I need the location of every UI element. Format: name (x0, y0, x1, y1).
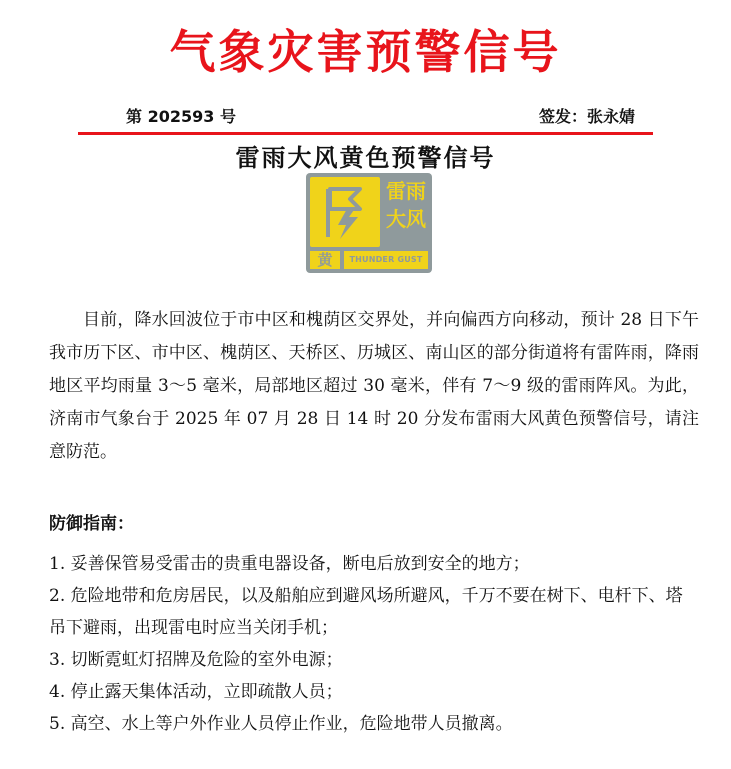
warning-body-paragraph: 目前，降水回波位于市中区和槐荫区交界处，并向偏西方向移动，预计 28 日下午我市历下区、市中区、槐荫区、天桥区、历城区、南山区的部分街道将有雷阵雨，降雨地区平均雨量 3～5 毫米，局部地区超过 30 毫米，伴有 7～9 级的雷雨阵风。为此，济南市气象台于 2025 年 07 月 28 日 14 时 20 分发布雷雨大风黄色预警信号，请注意防范。 (49, 310, 699, 462)
badge-hazard-chars (384, 177, 428, 247)
defense-guide-list (49, 548, 699, 740)
list-item: 5. 高空、水上等户外作业人员停止作业，危险地带人员撤离。 (49, 714, 513, 734)
lightning-flag-icon (310, 177, 380, 247)
badge-english-label: THUNDER GUST (344, 251, 428, 269)
header-divider (78, 132, 653, 135)
badge-char-1: 雷 (386, 179, 406, 203)
badge-char-4: 风 (406, 207, 426, 231)
defense-guide-heading: 防御指南： (49, 514, 134, 534)
badge-level: 黄 (310, 251, 340, 269)
list-item: 4. 停止露天集体活动，立即疏散人员； (49, 682, 343, 702)
list-item: 3. 切断霓虹灯招牌及危险的室外电源； (49, 650, 343, 670)
list-item: 1. 妥善保管易受雷击的贵重电器设备，断电后放到安全的地方； (49, 554, 530, 574)
badge-char-2: 雨 (406, 179, 426, 203)
document-number: 第 202593 号 (126, 107, 236, 126)
warning-signal-badge (306, 173, 432, 273)
badge-char-3: 大 (386, 207, 406, 231)
document-title: 气象灾害预警信号 (169, 25, 562, 79)
signer: 签发：张永婧 (538, 107, 635, 126)
list-item: 2. 危险地带和危房居民，以及船舶应到避风场所避风，千万不要在树下、电杆下、塔吊下避雨，出现雷电时应当关闭手机； (49, 586, 683, 638)
warning-signal-title: 雷雨大风黄色预警信号 (235, 144, 496, 172)
